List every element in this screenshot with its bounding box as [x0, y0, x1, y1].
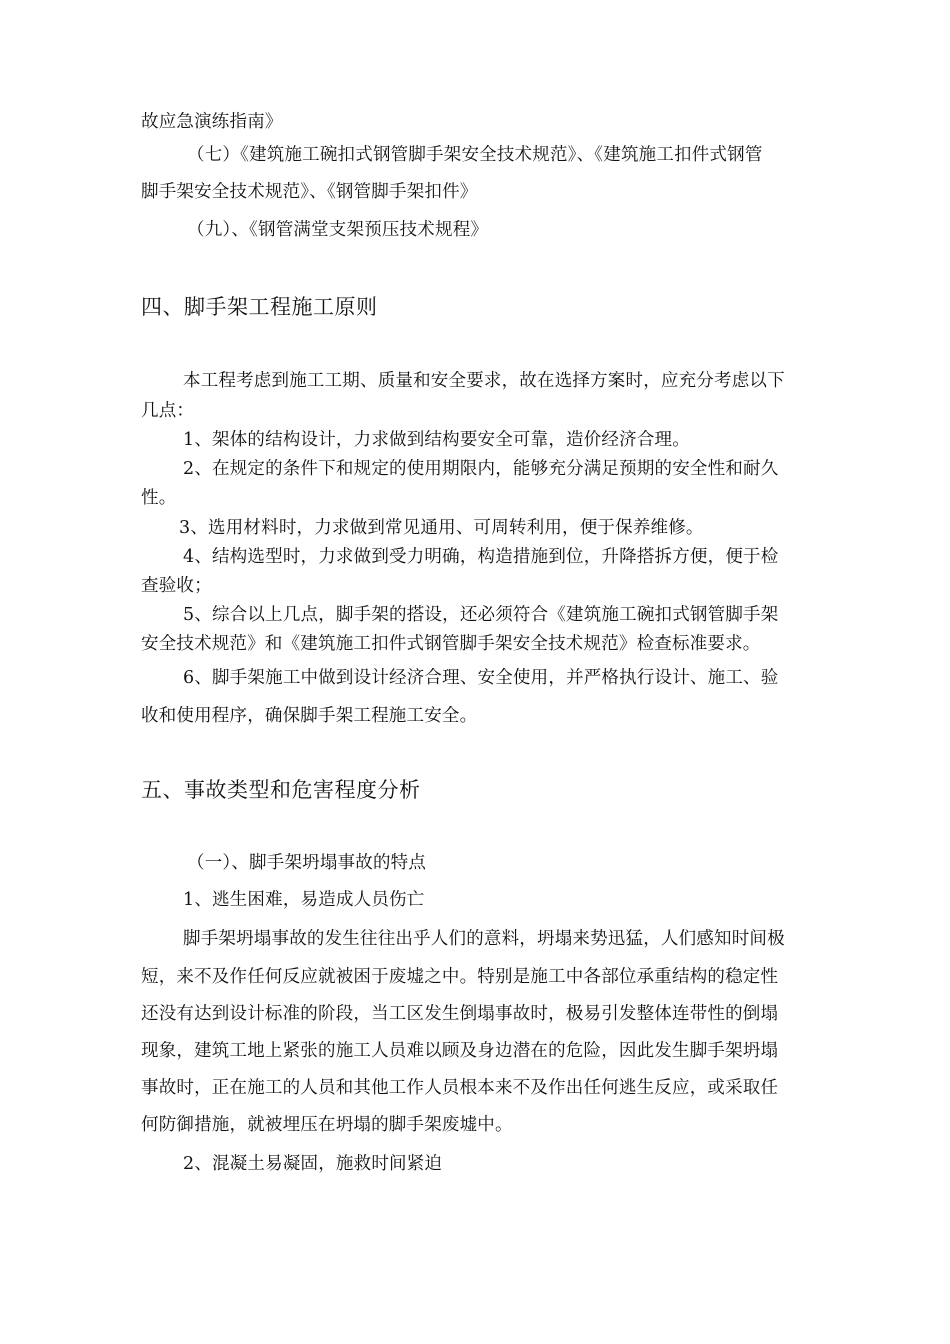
principle-1: 1、架体的结构设计，力求做到结构要安全可靠，造价经济合理。: [183, 430, 690, 450]
principle-5-line1: 5、综合以上几点，脚手架的搭设，还必须符合《建筑施工碗扣式钢管脚手架: [183, 605, 779, 625]
section-4-intro-line1: 本工程考虑到施工工期、质量和安全要求，故在选择方案时，应充分考虑以下: [183, 371, 785, 391]
continuation-text: 故应急演练指南》: [141, 112, 283, 132]
principle-4-line1: 4、结构选型时，力求做到受力明确，构造措施到位，升降搭拆方便，便于检: [183, 547, 779, 567]
principle-2-line2: 性。: [141, 488, 177, 508]
section-5-heading: 五、事故类型和危害程度分析: [141, 778, 421, 802]
principle-4-line2: 查验收；: [141, 576, 212, 596]
reference-9-line1: （九）、《钢管满堂支架预压技术规程》: [187, 220, 489, 240]
paragraph-line-2: 短，来不及作任何反应就被困于废墟之中。特别是施工中各部位承重结构的稳定性: [141, 967, 779, 987]
reference-7-line1: （七）《建筑施工碗扣式钢管脚手架安全技术规范》、《建筑施工扣件式钢管: [187, 145, 763, 165]
paragraph-line-6: 何防御措施，就被埋压在坍塌的脚手架废墟中。: [141, 1115, 513, 1135]
section-5-point-2: 2、混凝土易凝固，施救时间紧迫: [183, 1154, 443, 1174]
principle-5-line2: 安全技术规范》和《建筑施工扣件式钢管脚手架安全技术规范》检查标准要求。: [141, 634, 761, 654]
section-5-point-1: 1、逃生困难，易造成人员伤亡: [183, 890, 425, 910]
section-5-subheading-1: （一）、脚手架坍塌事故的特点: [187, 853, 427, 873]
principle-6-line1: 6、脚手架施工中做到设计经济合理、安全使用，并严格执行设计、施工、验: [183, 668, 779, 688]
section-4-intro-line2: 几点：: [141, 401, 195, 421]
paragraph-line-1: 脚手架坍塌事故的发生往往出乎人们的意料，坍塌来势迅猛，人们感知时间极: [183, 929, 785, 949]
paragraph-line-5: 事故时，正在施工的人员和其他工作人员根本来不及作出任何逃生反应，或采取任: [141, 1078, 779, 1098]
principle-2-line1: 2、在规定的条件下和规定的使用期限内，能够充分满足预期的安全性和耐久: [183, 459, 779, 479]
principle-6-line2: 收和使用程序，确保脚手架工程施工安全。: [141, 706, 478, 726]
reference-7-line2: 脚手架安全技术规范》、《钢管脚手架扣件》: [141, 182, 478, 202]
paragraph-line-3: 还没有达到设计标准的阶段，当工区发生倒塌事故时，极易引发整体连带性的倒塌: [141, 1004, 779, 1024]
paragraph-line-4: 现象，建筑工地上紧张的施工人员难以顾及身边潜在的危险，因此发生脚手架坍塌: [141, 1041, 779, 1061]
section-4-heading: 四、脚手架工程施工原则: [141, 295, 378, 319]
principle-3: 3、选用材料时，力求做到常见通用、可周转利用，便于保养维修。: [179, 518, 704, 538]
